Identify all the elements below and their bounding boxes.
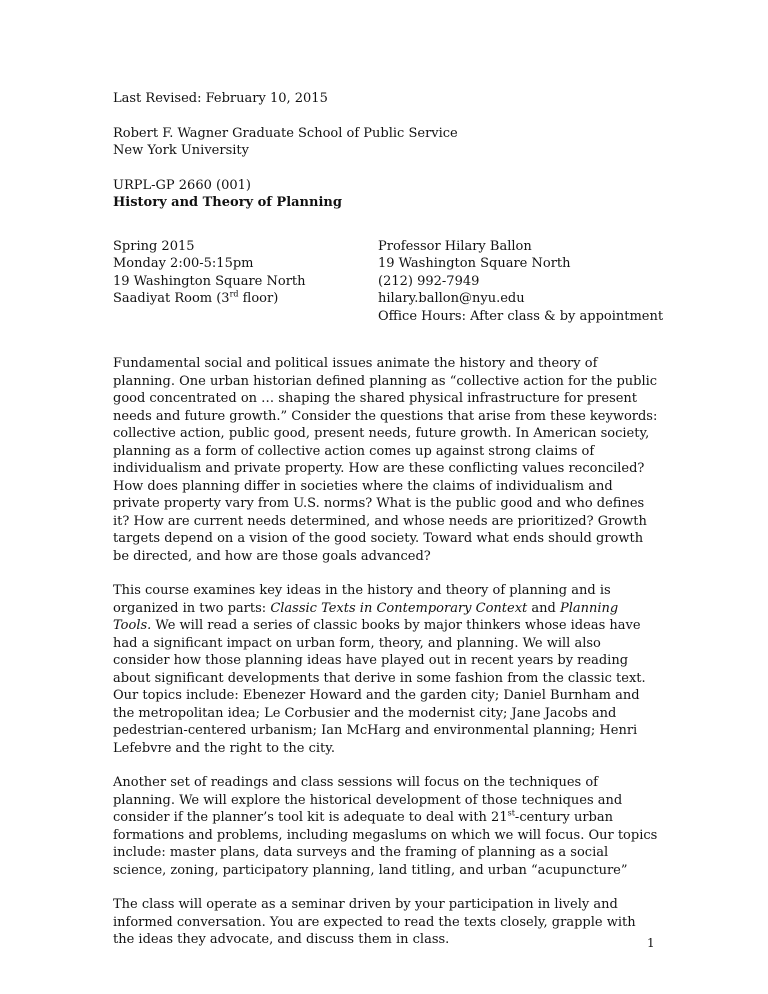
professor-info bbox=[378, 238, 664, 326]
paragraph-intro: Fundamental social and political issues animate the history and theory of planning. One urban historian defined planning as “collective action for the public good concentrated on … shaping the shared physical infrastructure for present needs and future growth.” Consider the questions that arise from these keywords: collective action, public good, present needs, future growth. In American society, planning as a form of collective action comes up against strong claims of individualism and private property. How are these conflicting values reconciled? How does planning differ in societies where the claims of individualism and private property vary from U.S. norms? What is the public good and who defines it? How are current needs determined, and whose needs are prioritized? Growth targets depend on a vision of the good society. Toward what ends should growth be directed, and how are those goals advanced? bbox=[113, 356, 658, 564]
professor-address: 19 Washington Square North bbox=[378, 256, 571, 271]
course-code: URPL-GP 2660 (001) bbox=[113, 177, 251, 193]
professor-name: Professor Hilary Ballon bbox=[378, 238, 532, 254]
page-number: 1 bbox=[647, 936, 655, 950]
course-title: History and Theory of Planning bbox=[113, 195, 342, 210]
paragraph-course-structure: This course examines key ideas in the history and theory of planning and is organized in two parts: Classic Texts in Contemporary Context and Planning Tools. We will read a series of classic books by major thinkers whose ideas have had a significant impact on urban form, theory, and planning. We will also consider how those planning ideas have played out in recent years by reading about significant developments that derive in some fashion from the classic text. Our topics include: Ebenezer Howard and the garden city; Daniel Burnham and the metropolitan idea; Le Corbusier and the modernist city; Jane Jacobs and pedestrian-centered urbanism; Ian McHarg and environmental planning; Henri Lefebvre and the right to the city. bbox=[113, 583, 646, 756]
syllabus-page bbox=[113, 90, 664, 949]
professor-email: hilary.ballon@nyu.edu bbox=[378, 291, 525, 306]
school-name: Robert F. Wagner Graduate School of Public Service bbox=[113, 125, 458, 141]
paragraph-techniques: Another set of readings and class sessions will focus on the techniques of planning. We will explore the historical development of those techniques and consider if the planner’s tool kit is adequate to deal with 21st-century urban formations and problems, including megaslums on which we will focus. Our topics include: master plans, data surveys and the framing of planning as a social science, zoning, participatory planning, land titling, and urban “acupuncture” bbox=[113, 775, 658, 878]
professor-phone: (212) 992-7949 bbox=[378, 273, 480, 289]
office-hours: Office Hours: After class & by appointment bbox=[378, 308, 664, 324]
last-revised: Last Revised: February 10, 2015 bbox=[113, 91, 328, 106]
paragraph-seminar: The class will operate as a seminar driven by your participation in lively and informed conversation. You are expected to read the texts closely, grapple with the ideas they advocate, and discuss them in class. bbox=[113, 897, 636, 947]
term: Spring 2015 bbox=[113, 238, 195, 254]
class-room: Saadiyat Room (3rd floor) bbox=[113, 289, 279, 306]
schedule-info bbox=[113, 238, 378, 326]
course-info bbox=[113, 238, 664, 326]
class-address: 19 Washington Square North bbox=[113, 273, 306, 289]
class-time: Monday 2:00-5:15pm bbox=[113, 256, 254, 271]
university-name: New York University bbox=[113, 143, 249, 158]
